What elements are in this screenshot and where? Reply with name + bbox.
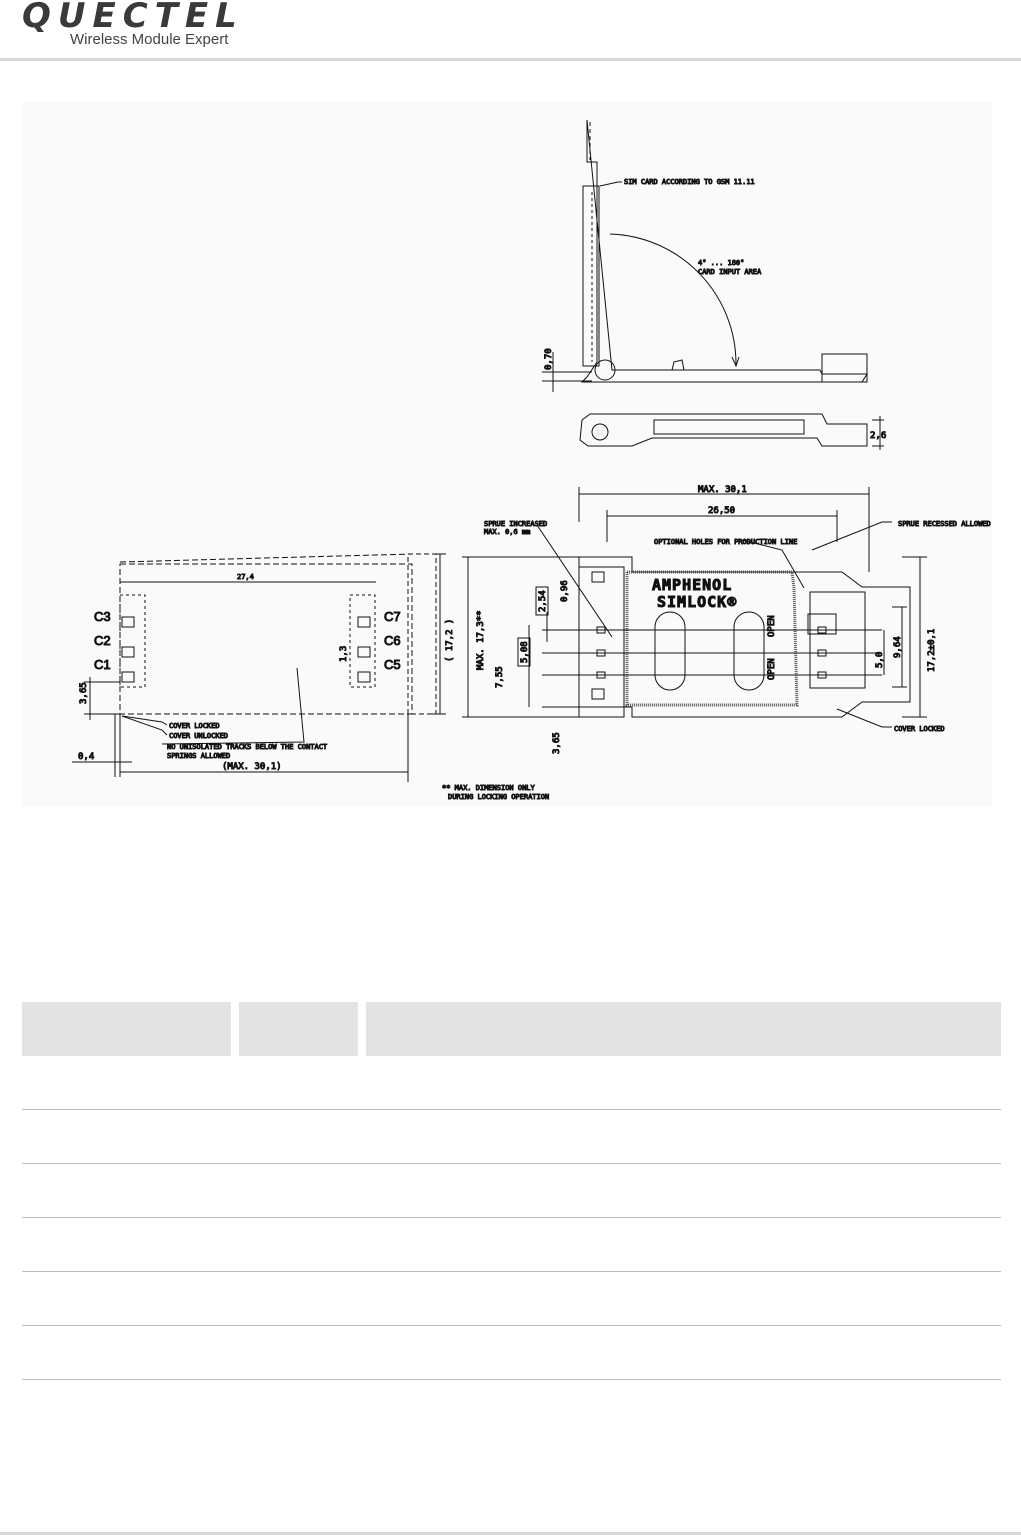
pin-c1: C1 <box>94 657 111 672</box>
open-mark-1: OPEN <box>767 658 777 680</box>
fp-dim-274: 27,4 <box>237 573 254 581</box>
simlock-brand: SIMLOCK® <box>657 593 738 611</box>
pin-c2: C2 <box>94 633 111 648</box>
side-angle-label: 4° ... 180° <box>698 259 745 267</box>
fp-dim-172: ( 17,2 ) <box>445 618 455 662</box>
footer-divider <box>0 1532 1021 1535</box>
top-sprue-rec: SPRUE RECESSED ALLOWED <box>898 520 991 528</box>
top-note-2: DURING LOCKING OPERATION <box>448 793 550 801</box>
table-cell <box>362 1326 1001 1380</box>
top-sprue-inc-2: MAX. 0,6 mm <box>484 528 531 536</box>
pin-c6: C6 <box>384 633 401 648</box>
table-cell <box>22 1164 235 1218</box>
amphenol-brand: AMPHENOL <box>652 576 733 594</box>
table-row <box>22 1218 1001 1272</box>
pin-c3: C3 <box>94 609 111 624</box>
top-dim-365: 3,65 <box>552 732 562 754</box>
table-cell <box>235 1110 362 1164</box>
top-dim-096: 0,96 <box>560 580 570 602</box>
side-view <box>542 120 867 392</box>
table-header-cell <box>22 1002 235 1056</box>
pin-assignment-table <box>22 1002 1001 1380</box>
top-dim-172: 17,2±0,1 <box>927 628 937 672</box>
table-header-row <box>22 1002 1001 1056</box>
fp-note-locked: COVER LOCKED <box>169 722 220 730</box>
table-cell <box>362 1272 1001 1326</box>
table-cell <box>22 1326 235 1380</box>
table-header-cell <box>362 1002 1001 1056</box>
page-header <box>0 0 1021 62</box>
table-row <box>22 1272 1001 1326</box>
table-cell <box>22 1218 235 1272</box>
table-cell <box>235 1164 362 1218</box>
logo-tagline: Wireless Module Expert <box>70 31 229 48</box>
table-cell <box>362 1218 1001 1272</box>
table-cell <box>235 1056 362 1110</box>
sim-socket-mechanical-drawing <box>22 102 992 807</box>
fp-dim-max301: (MAX. 30,1) <box>222 762 282 772</box>
end-view <box>580 414 887 450</box>
top-dim-254: 2,54 <box>538 590 548 612</box>
fp-note-unlocked: COVER UNLOCKED <box>169 732 229 740</box>
table-header-cell <box>235 1002 362 1056</box>
table-row <box>22 1110 1001 1164</box>
table-cell <box>22 1110 235 1164</box>
fp-note-tracks-2: SPRINGS ALLOWED <box>167 752 231 760</box>
table-cell <box>235 1218 362 1272</box>
fp-note-tracks-1: NO UNISOLATED TRACKS BELOW THE CONTACT <box>167 743 328 751</box>
fp-dim-365: 3,65 <box>79 682 89 704</box>
table-cell <box>235 1272 362 1326</box>
fp-dim-13: 1,3 <box>339 645 349 662</box>
open-mark-2: OPEN <box>767 615 777 637</box>
top-dim-max173: MAX. 17,3** <box>476 610 486 670</box>
top-max301: MAX. 30,1 <box>698 485 747 495</box>
top-dim-50: 5,0 <box>875 651 885 668</box>
table-cell <box>362 1110 1001 1164</box>
table-row <box>22 1056 1001 1110</box>
top-holes-note: OPTIONAL HOLES FOR PRODUCTION LINE <box>654 538 798 546</box>
table-cell <box>22 1272 235 1326</box>
top-dim-755: 7,55 <box>495 666 505 688</box>
header-divider <box>0 58 1021 61</box>
table-cell <box>235 1326 362 1380</box>
table-cell <box>362 1056 1001 1110</box>
top-dim-2650: 26,50 <box>708 506 736 516</box>
top-sprue-inc-1: SPRUE INCREASED <box>484 520 548 528</box>
fp-dim-04: 0,4 <box>78 752 95 762</box>
table-cell <box>22 1056 235 1110</box>
quectel-logo: QUECTEL <box>22 0 244 36</box>
side-angle-note: CARD INPUT AREA <box>698 268 762 276</box>
pin-c7: C7 <box>384 609 401 624</box>
table-cell <box>362 1164 1001 1218</box>
table-row <box>22 1164 1001 1218</box>
side-card-label: SIM CARD ACCORDING TO GSM 11.11 <box>624 178 755 186</box>
top-dim-508: 5,08 <box>520 641 530 663</box>
side-dim-070: 0,70 <box>544 348 554 370</box>
end-dim-26: 2,6 <box>870 431 887 441</box>
top-note-1: ** MAX. DIMENSION ONLY <box>442 784 535 792</box>
top-cover-locked: COVER LOCKED <box>894 725 945 733</box>
table-row <box>22 1326 1001 1380</box>
top-dim-964: 9,64 <box>893 636 903 658</box>
pin-c5: C5 <box>384 657 401 672</box>
